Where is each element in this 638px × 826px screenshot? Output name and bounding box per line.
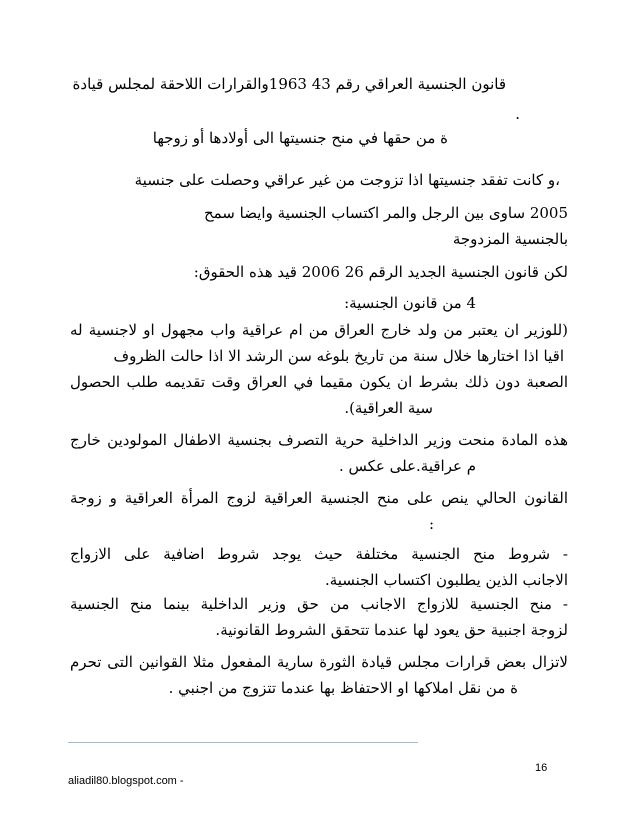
text-line: 4 من قانون الجنسية:	[344, 294, 476, 312]
text-line: م عراقية.على عكس .	[338, 457, 476, 475]
text-line: (للوزير ان يعتبر من ولد خارج العراق من ام عراقية واب مجهول او لاجنسية له	[70, 321, 568, 339]
text-line: ،و كانت تفقد جنسيتها اذا تزوجت من غير عراقي وحصلت على جنسية	[134, 171, 560, 189]
text-line: - منح الجنسية للازواج الاجانب من حق وزير الداخلية بينما منح الجنسية	[70, 595, 568, 613]
text-line: لزوجة اجنبية حق يعود لها عندما تتحقق الشروط القانونية.	[215, 621, 568, 639]
text-line: هذه المادة منحت وزير الداخلية حرية التصرف بجنسية الاطفال المولودين خارج	[70, 431, 568, 449]
text-line: قانون الجنسية العراقي رقم 43 1963والقرارات اللاحقة لمجلس قيادة	[72, 75, 506, 93]
footer-divider	[68, 742, 418, 743]
text-line: ة من حقها في منح جنسيتها الى أولادها أو زوجها	[152, 129, 448, 147]
text-line: لاتزال بعض قرارات مجلس قيادة الثورة سارية المفعول مثلا القوانين التى تحرم	[70, 653, 568, 671]
text-line: :	[428, 515, 434, 533]
text-line: لكن قانون الجنسية الجديد الرقم 26 2006 قيد هذه الحقوق:	[193, 263, 568, 281]
text-line: .	[515, 105, 520, 123]
footer-source: aliadil80.blogspot.com -	[68, 775, 184, 787]
text-line: اقيا اذا اختارها خلال سنة من تاريخ بلوغه سن الرشد الا اذا حالت الظروف	[113, 347, 564, 365]
page-number: 16	[535, 762, 548, 774]
text-line: بالجنسية المزدوجة	[452, 230, 568, 248]
text-line: ة من نقل املاكها او الاحتفاظ بها عندما تتزوج من اجنبي .	[168, 679, 518, 697]
text-line: سية العراقية).	[344, 399, 433, 417]
text-line: الصعبة دون ذلك بشرط ان يكون مقيما في العراق وقت تقديمه طلب الحصول	[70, 373, 568, 391]
text-line: - شروط منح الجنسية مختلفة حيث يوجد شروط اضافية على الازواج	[70, 545, 568, 563]
text-line: القانون الحالي ينص على منح الجنسية العراقية لزوج المرأة العراقية و زوجة	[70, 489, 568, 507]
text-line: الاجانب الذين يطلبون اكتساب الجنسية.	[324, 571, 568, 589]
text-line: 2005 ساوى بين الرجل والمر اكتساب الجنسية وايضا سمح	[203, 204, 568, 222]
